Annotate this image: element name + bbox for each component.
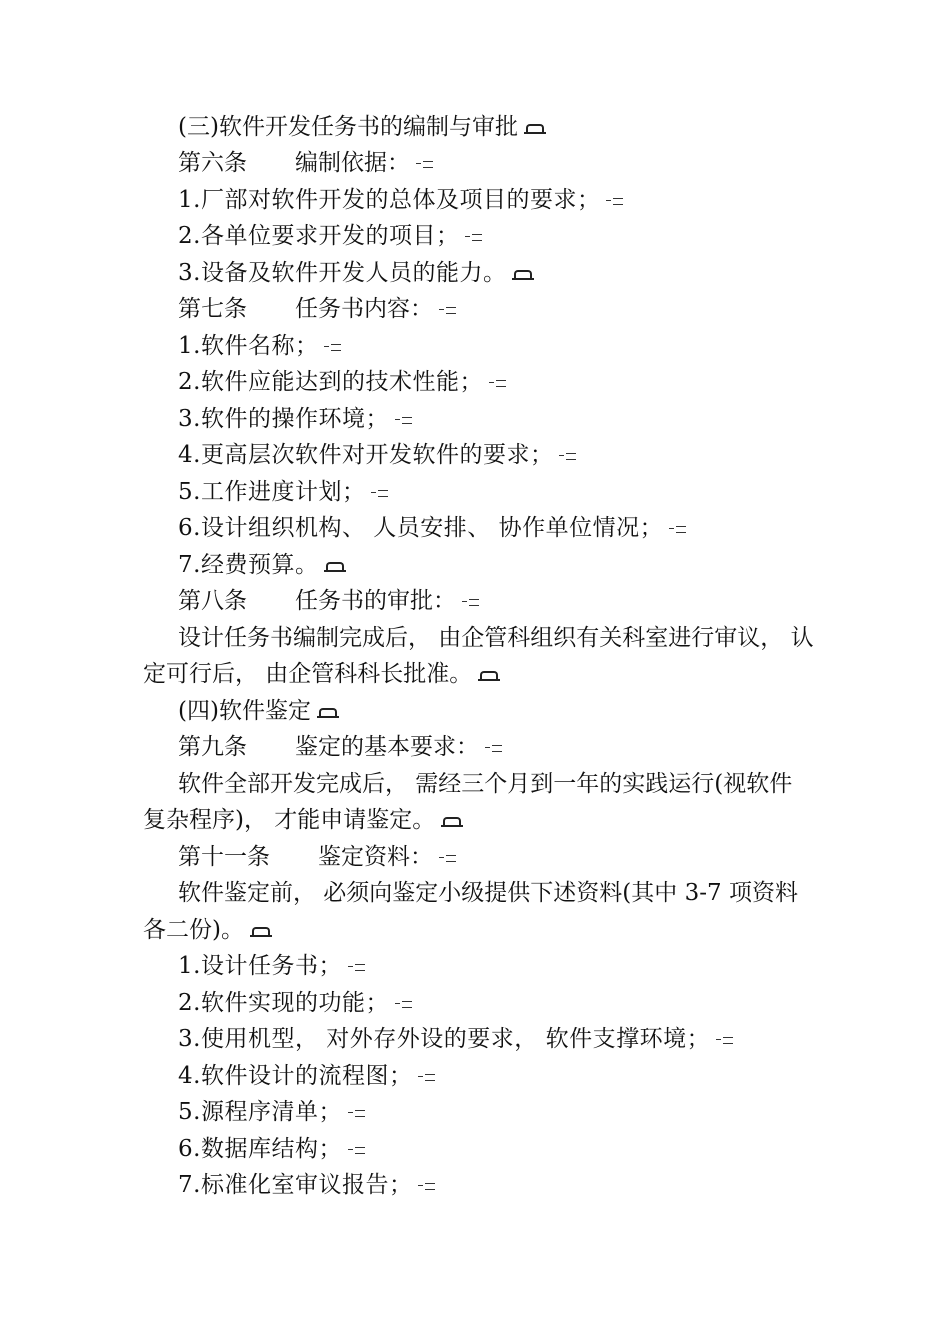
list-item xyxy=(143,401,848,437)
text: 3.软件的操作环境； xyxy=(178,406,389,432)
text: 设计任务书编制完成后， 由企管科组织有关科室进行审议， 认 xyxy=(178,625,814,651)
list-item xyxy=(143,182,848,218)
line-break-mark-icon xyxy=(559,450,577,462)
paragraph-line xyxy=(143,912,813,948)
article-title: 任务书内容： xyxy=(295,296,433,322)
paragraph-mark-icon xyxy=(250,924,272,938)
list-item xyxy=(143,1058,848,1094)
paragraph-line xyxy=(143,802,813,838)
text: (四)软件鉴定 xyxy=(178,698,311,724)
text: 3.设备及软件开发人员的能力。 xyxy=(178,260,507,286)
list-item xyxy=(143,1021,848,1057)
list-item xyxy=(143,948,848,984)
text: 6.设计组织机构、 人员安排、 协作单位情况； xyxy=(178,515,664,541)
line-break-mark-icon xyxy=(462,596,480,608)
list-item xyxy=(143,437,848,473)
paragraph-mark-icon xyxy=(524,121,546,135)
text: 3.使用机型， 对外存外设的要求， 软件支撑环境； xyxy=(178,1026,711,1052)
text: 1.设计任务书； xyxy=(178,953,342,979)
paragraph-mark-icon xyxy=(317,705,339,719)
text: 2.软件应能达到的技术性能； xyxy=(178,369,483,395)
list-item xyxy=(143,1094,848,1130)
line-break-mark-icon xyxy=(489,377,507,389)
list-item xyxy=(143,547,848,583)
list-item xyxy=(143,1131,848,1167)
article-6 xyxy=(143,145,848,181)
article-9 xyxy=(143,729,848,765)
text: 复杂程序)， 才能申请鉴定。 xyxy=(143,807,436,833)
article-title: 编制依据： xyxy=(295,150,410,176)
text: 5.源程序清单； xyxy=(178,1099,342,1125)
article-number: 第八条 xyxy=(178,588,247,614)
line-break-mark-icon xyxy=(669,523,687,535)
list-item xyxy=(143,1167,848,1203)
paragraph-mark-icon xyxy=(324,559,346,573)
text: 定可行后， 由企管科科长批准。 xyxy=(143,661,473,687)
line-break-mark-icon xyxy=(348,1144,366,1156)
paragraph-mark-icon xyxy=(478,668,500,682)
line-break-mark-icon xyxy=(485,742,503,754)
list-item xyxy=(143,328,848,364)
text: 5.工作进度计划； xyxy=(178,479,366,505)
paragraph-line xyxy=(143,620,848,656)
text: 4.更高层次软件对开发软件的要求； xyxy=(178,442,554,468)
line-break-mark-icon xyxy=(348,1107,366,1119)
text: 4.软件设计的流程图； xyxy=(178,1063,413,1089)
article-11 xyxy=(143,839,848,875)
section-heading-3 xyxy=(143,109,848,145)
line-break-mark-icon xyxy=(418,1180,436,1192)
article-number: 第七条 xyxy=(178,296,247,322)
text: (三)软件开发任务书的编制与审批 xyxy=(178,114,518,140)
line-break-mark-icon xyxy=(348,961,366,973)
paragraph-line xyxy=(143,875,848,911)
section-heading-4 xyxy=(143,693,848,729)
text: 1.厂部对软件开发的总体及项目的要求； xyxy=(178,187,601,213)
list-item xyxy=(143,364,848,400)
line-break-mark-icon xyxy=(324,341,342,353)
text: 7.经费预算。 xyxy=(178,552,319,578)
text: 软件全部开发完成后， 需经三个月到一年的实践运行(视软件 xyxy=(178,771,793,797)
list-item xyxy=(143,255,848,291)
article-8 xyxy=(143,583,848,619)
article-number: 第九条 xyxy=(178,734,247,760)
text: 2.软件实现的功能； xyxy=(178,990,389,1016)
text: 各二份)。 xyxy=(143,917,244,943)
article-title: 鉴定资料： xyxy=(318,844,433,870)
line-break-mark-icon xyxy=(439,304,457,316)
article-title: 任务书的审批： xyxy=(295,588,456,614)
line-break-mark-icon xyxy=(395,998,413,1010)
article-title: 鉴定的基本要求： xyxy=(295,734,479,760)
line-break-mark-icon xyxy=(606,195,624,207)
paragraph-mark-icon xyxy=(512,267,534,281)
article-number: 第十一条 xyxy=(178,844,270,870)
text: 软件鉴定前， 必须向鉴定小级提供下述资料(其中 3-7 项资料 xyxy=(178,880,798,906)
line-break-mark-icon xyxy=(465,231,483,243)
line-break-mark-icon xyxy=(371,487,389,499)
list-item xyxy=(143,985,848,1021)
line-break-mark-icon xyxy=(395,414,413,426)
line-break-mark-icon xyxy=(416,158,434,170)
article-number: 第六条 xyxy=(178,150,247,176)
line-break-mark-icon xyxy=(716,1034,734,1046)
text: 2.各单位要求开发的项目； xyxy=(178,223,460,249)
text: 1.软件名称； xyxy=(178,333,319,359)
line-break-mark-icon xyxy=(439,852,457,864)
list-item xyxy=(143,510,848,546)
list-item xyxy=(143,218,848,254)
paragraph-mark-icon xyxy=(441,814,463,828)
paragraph-line xyxy=(143,656,813,692)
line-break-mark-icon xyxy=(418,1071,436,1083)
article-7 xyxy=(143,291,848,327)
text: 7.标准化室审议报告； xyxy=(178,1172,413,1198)
list-item xyxy=(143,474,848,510)
text: 6.数据库结构； xyxy=(178,1136,342,1162)
paragraph-line xyxy=(143,766,848,802)
